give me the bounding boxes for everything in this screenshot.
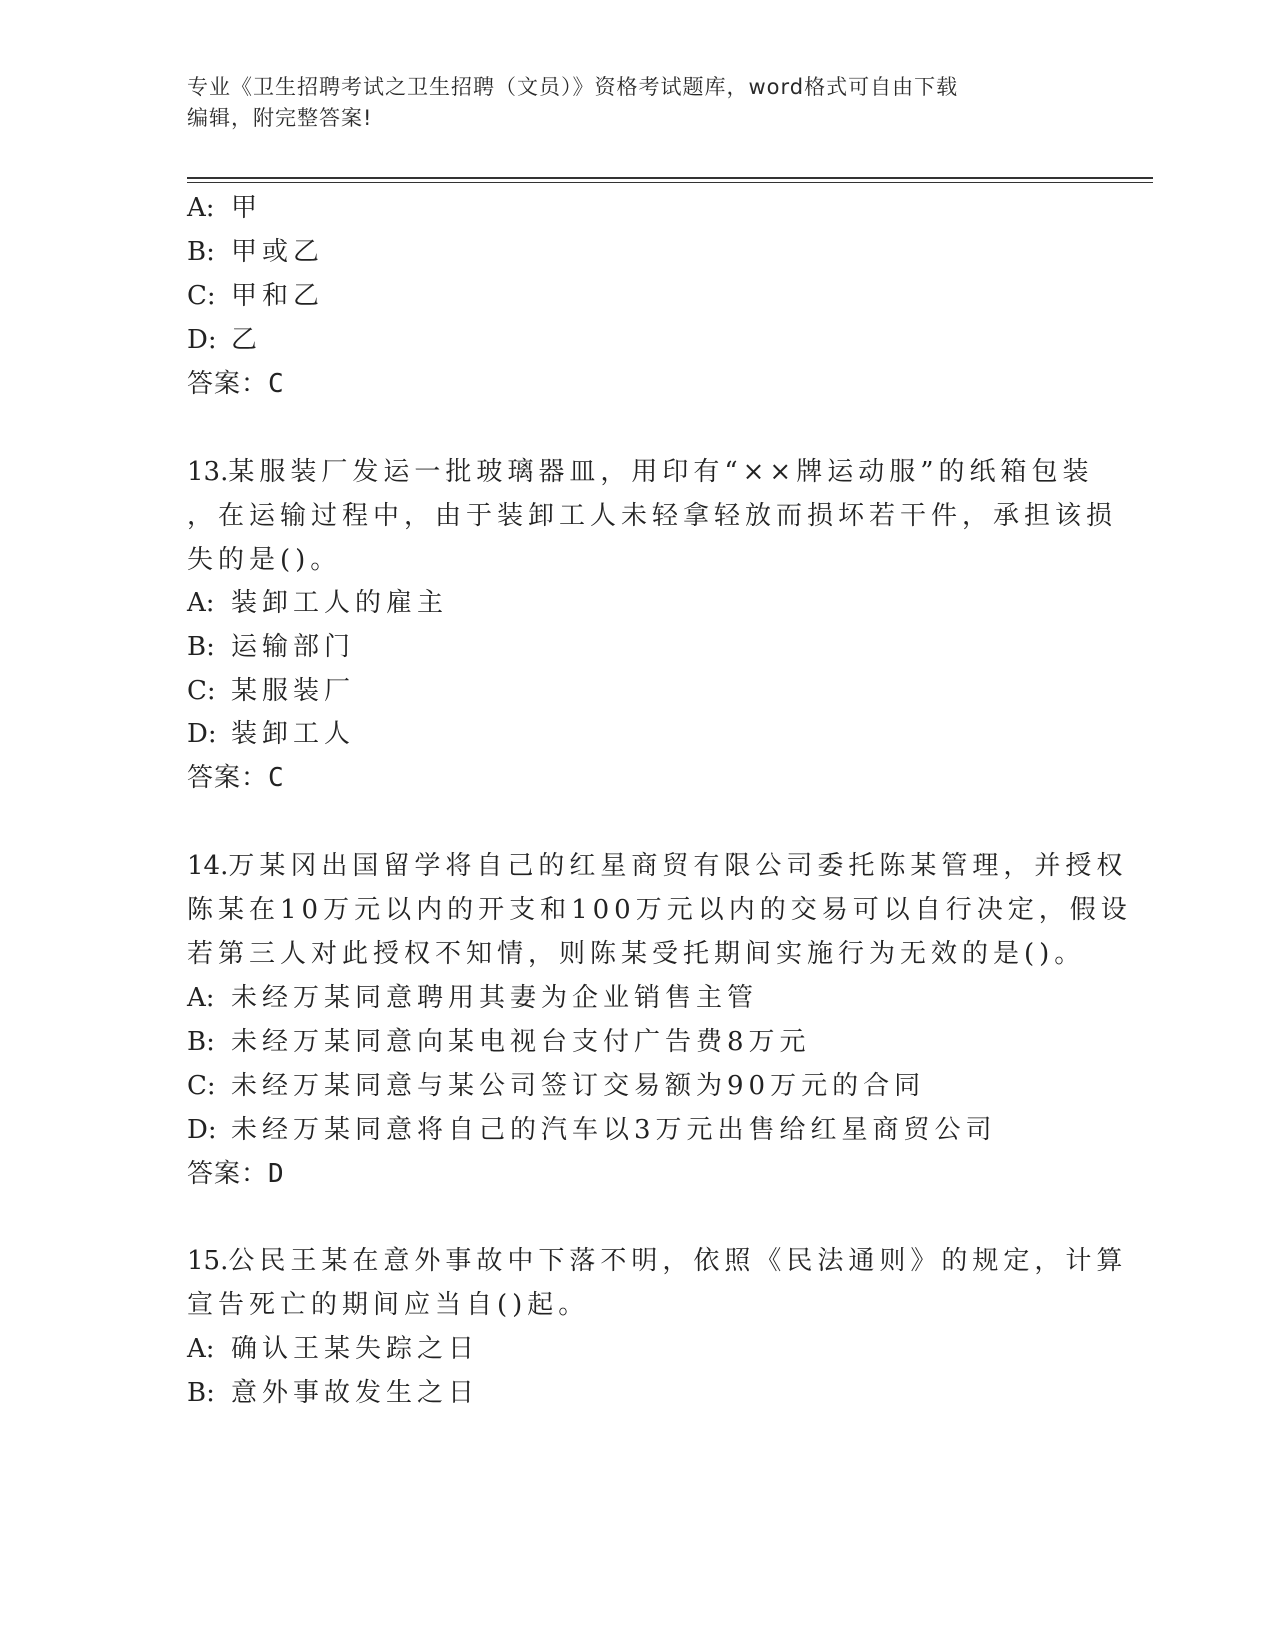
option-text: 运输部门	[231, 632, 356, 662]
option-text: 装卸工人	[231, 719, 356, 749]
question-number: 14.	[187, 851, 229, 881]
option-letter: D:	[187, 719, 217, 749]
question-13-line-2: ，在运输过程中，由于装卸工人未轻拿轻放而损坏若干件，承担该损	[187, 501, 1118, 531]
answer-line	[187, 1158, 285, 1190]
answer-line	[187, 368, 285, 400]
question-13-line-1	[187, 456, 1094, 488]
option-text: 未经万某同意与某公司签订交易额为90万元的合同	[231, 1071, 926, 1101]
option-letter: C:	[187, 676, 216, 706]
option-text: 未经万某同意向某电视台支付广告费8万元	[231, 1027, 811, 1057]
option-letter: B:	[187, 237, 215, 267]
option-letter: A:	[187, 983, 215, 1013]
option-text: 某服装厂	[231, 676, 356, 706]
question-13-line-3: 失的是()。	[187, 545, 342, 575]
question-text: 万某冈出国留学将自己的红星商贸有限公司委托陈某管理，并授权	[228, 851, 1128, 881]
answer-value: C	[268, 763, 285, 793]
answer-line	[187, 762, 285, 794]
option-letter: C:	[187, 281, 216, 311]
option-d	[187, 1114, 997, 1146]
option-a	[187, 192, 262, 224]
question-14-line-2: 陈某在10万元以内的开支和100万元以内的交易可以自行决定，假设	[187, 895, 1132, 925]
option-a	[187, 982, 758, 1014]
question-14-line-3: 若第三人对此授权不知情，则陈某受托期间实施行为无效的是()。	[187, 939, 1086, 969]
question-15-line-1	[187, 1245, 1127, 1277]
option-letter: B:	[187, 1027, 215, 1057]
option-letter: C:	[187, 1071, 216, 1101]
answer-label: 答案：	[187, 763, 269, 793]
question-14-line-1	[187, 850, 1127, 882]
option-c	[187, 1070, 925, 1102]
document-header	[187, 72, 1087, 134]
option-a	[187, 587, 448, 619]
question-15-line-2: 宣告死亡的期间应当自()起。	[187, 1290, 590, 1320]
answer-value: D	[268, 1159, 285, 1189]
option-letter: B:	[187, 632, 215, 662]
option-d	[187, 718, 355, 750]
answer-label: 答案：	[187, 1159, 269, 1189]
option-letter: B:	[187, 1378, 215, 1408]
question-text: 公民王某在意外事故中下落不明，依照《民法通则》的规定，计算	[228, 1246, 1128, 1276]
question-text: 某服装厂发运一批玻璃器皿，用印有“××牌运动服”的纸箱包装	[228, 457, 1094, 487]
header-line-2: 编辑，附完整答案!	[187, 106, 373, 130]
option-text: 意外事故发生之日	[231, 1378, 480, 1408]
option-letter: D:	[187, 325, 217, 355]
answer-label: 答案：	[187, 369, 269, 399]
option-text: 装卸工人的雇主	[231, 588, 449, 618]
option-letter: A:	[187, 193, 215, 223]
question-number: 15.	[187, 1246, 229, 1276]
option-letter: A:	[187, 1334, 215, 1364]
option-c	[187, 675, 355, 707]
option-text: 确认王某失踪之日	[231, 1334, 480, 1364]
option-letter: D:	[187, 1115, 217, 1145]
option-b	[187, 236, 324, 268]
option-letter: A:	[187, 588, 215, 618]
option-a	[187, 1333, 479, 1365]
option-b	[187, 631, 355, 663]
option-b	[187, 1377, 479, 1409]
option-text: 甲或乙	[231, 237, 325, 267]
header-divider-bottom	[187, 182, 1153, 183]
option-d	[187, 324, 262, 356]
question-number: 13.	[187, 457, 229, 487]
header-line-1: 专业《卫生招聘考试之卫生招聘（文员）》资格考试题库，word格式可自由下载	[187, 75, 959, 99]
option-text: 未经万某同意聘用其妻为企业销售主管	[231, 983, 759, 1013]
answer-value: C	[268, 369, 285, 399]
option-text: 甲和乙	[231, 281, 325, 311]
option-text: 甲	[231, 193, 263, 223]
option-b	[187, 1026, 811, 1058]
option-text: 未经万某同意将自己的汽车以3万元出售给红星商贸公司	[231, 1115, 997, 1145]
header-divider-top	[187, 177, 1153, 179]
option-c	[187, 280, 324, 312]
option-text: 乙	[231, 325, 263, 355]
